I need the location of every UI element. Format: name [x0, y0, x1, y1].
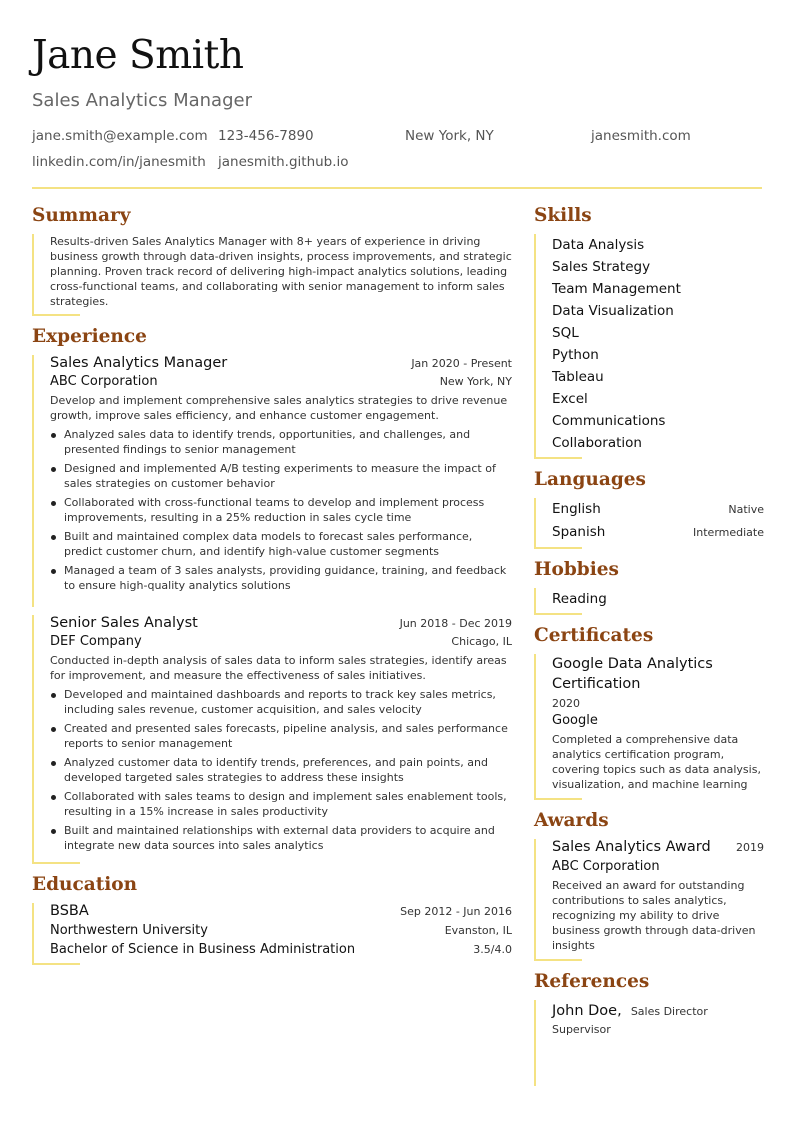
job-description: Develop and implement comprehensive sales analytics strategies to drive revenue growth, improve sales efficiency, and enhance customer engagement.: [50, 394, 508, 422]
hobby-item: Reading: [552, 591, 607, 607]
awards-heading: Awards: [534, 810, 609, 831]
references-heading: References: [534, 971, 650, 992]
skill-item: Communications: [552, 413, 666, 429]
award-description: Received an award for outstanding contributions to sales analytics, recognizing my ability to drive business growth through data-driven insights: [552, 879, 756, 952]
job-bullet: Analyzed sales data to identify trends, opportunities, and challenges, and presented findings to senior management: [50, 427, 512, 457]
left-column: [32, 205, 512, 965]
reference-name: John Doe,: [552, 1003, 622, 1019]
gpa: 3.5/4.0: [473, 943, 512, 956]
award-name: Sales Analytics Award: [552, 839, 711, 855]
skill-item: Collaboration: [552, 435, 642, 451]
field-of-study: Bachelor of Science in Business Administration: [50, 942, 356, 957]
job-bullet: Managed a team of 3 sales analysts, providing guidance, training, and feedback to ensure high-quality analytics solutions: [50, 563, 512, 593]
skill-item: Tableau: [552, 369, 604, 385]
job-bullet: Created and presented sales forecasts, pipeline analysis, and sales performance reports to senior management: [50, 721, 512, 751]
candidate-name: Jane Smith: [32, 33, 244, 78]
language-name: English: [552, 501, 601, 517]
languages-list: [534, 498, 764, 547]
skill-item: Excel: [552, 391, 588, 407]
skill-item: Data Visualization: [552, 303, 674, 319]
languages-heading: Languages: [534, 469, 646, 490]
education-dates: Sep 2012 - Jun 2016: [400, 905, 512, 918]
skill-item: Team Management: [552, 281, 681, 297]
job-bullets: [50, 427, 512, 593]
job-dates: Jun 2018 - Dec 2019: [399, 617, 512, 630]
reference-relation: Supervisor: [552, 1023, 611, 1036]
job-bullet: Collaborated with cross-functional teams to develop and implement process improvements, resulting in a 25% reduction in sales cycle time: [50, 495, 512, 525]
certificate-description: Completed a comprehensive data analytics certification program, covering topics such as data analysis, visualization, and machine learning: [552, 733, 761, 791]
education-heading: Education: [32, 874, 138, 895]
hobbies-heading: Hobbies: [534, 559, 619, 580]
phone-text: 123-456-7890: [218, 128, 314, 144]
candidate-role: Sales Analytics Manager: [32, 90, 252, 111]
job-bullet: Designed and implemented A/B testing experiments to measure the impact of sales strategies on customer behavior: [50, 461, 512, 491]
right-column: [534, 205, 764, 1086]
summary-section: [32, 205, 512, 316]
skill-item: Data Analysis: [552, 237, 645, 253]
degree: BSBA: [50, 903, 89, 919]
reference-position: Sales Director: [630, 1005, 708, 1018]
job-location: Chicago, IL: [451, 635, 512, 648]
awards-section: [534, 810, 764, 961]
job-bullet: Built and maintained relationships with external data providers to acquire and integrate new data sources into sales analytics: [50, 823, 512, 853]
summary-heading: Summary: [32, 205, 131, 226]
job-bullet: Collaborated with sales teams to design and implement sales enablement tools, resulting in a 15% increase in sales productivity: [50, 789, 512, 819]
hobbies-section: [534, 559, 764, 615]
summary-text: Results-driven Sales Analytics Manager with 8+ years of experience in driving business growth through data-driven insights, process improvements, and strategic planning. Proven track record of delivering high-impact analytics solutions, leading cross-functional teams, and collaborating with senior management to inform sales strategies.: [50, 235, 512, 308]
job-bullet: Analyzed customer data to identify trends, preferences, and pain points, and developed targeted sales strategies to address these insights: [50, 755, 512, 785]
languages-section: [534, 469, 764, 549]
skill-item: Sales Strategy: [552, 259, 651, 275]
section-divider: [534, 959, 582, 961]
email-link[interactable]: jane.smith@example.com: [32, 128, 208, 144]
skills-list: [534, 234, 764, 457]
skill-item: SQL: [552, 325, 579, 341]
job-dates: Jan 2020 - Present: [411, 357, 512, 370]
award-entry: [534, 839, 764, 959]
summary-body: [32, 234, 512, 314]
skill-item: Python: [552, 347, 599, 363]
github-link[interactable]: janesmith.github.io: [218, 154, 349, 170]
job-entry: [32, 615, 512, 862]
experience-heading: Experience: [32, 326, 147, 347]
certificate-name: Google Data Analytics Certification: [552, 656, 713, 692]
skills-section: [534, 205, 764, 459]
school-name: Northwestern University: [50, 923, 208, 938]
job-bullet: Developed and maintained dashboards and reports to track key sales metrics, including sales revenue, customer acquisition, and sales velocity: [50, 687, 512, 717]
certificates-heading: Certificates: [534, 625, 654, 646]
section-divider: [534, 547, 582, 549]
skills-heading: Skills: [534, 205, 592, 226]
certificate-issuer: Google: [552, 713, 598, 728]
job-bullet: Built and maintained complex data models to forecast sales performance, predict customer churn, and identify high-value customer segments: [50, 529, 512, 559]
language-item: [552, 521, 764, 544]
section-divider: [32, 314, 80, 316]
language-level: Intermediate: [693, 526, 764, 539]
certificates-section: [534, 625, 764, 800]
section-divider: [32, 862, 80, 864]
school-location: Evanston, IL: [444, 924, 512, 937]
references-section: [534, 971, 764, 1086]
education-entry: [32, 903, 512, 963]
job-description: Conducted in-depth analysis of sales data to inform sales strategies, identify areas for improvement, and measure the effectiveness of sales initiatives.: [50, 654, 507, 682]
hobbies-list: [534, 588, 764, 613]
linkedin-link[interactable]: linkedin.com/in/janesmith: [32, 154, 206, 170]
education-section: [32, 874, 512, 965]
section-divider: [534, 457, 582, 459]
section-divider: [32, 963, 80, 965]
section-divider: [534, 798, 582, 800]
job-company: DEF Company: [50, 634, 142, 649]
section-divider: [534, 613, 582, 615]
job-bullets: [50, 687, 512, 853]
job-title: Sales Analytics Manager: [50, 355, 228, 371]
certificate-year: 2020: [552, 697, 580, 710]
language-level: Native: [728, 503, 764, 516]
language-item: [552, 498, 764, 521]
award-year: 2019: [736, 841, 764, 854]
award-issuer: ABC Corporation: [552, 859, 660, 874]
job-entry: [32, 355, 512, 607]
job-location: New York, NY: [439, 375, 512, 388]
location-text: New York, NY: [405, 128, 494, 144]
job-title: Senior Sales Analyst: [50, 615, 198, 631]
language-name: Spanish: [552, 524, 606, 540]
website-link[interactable]: janesmith.com: [591, 128, 691, 144]
reference-entry: [534, 1000, 764, 1086]
certificate-entry: [534, 654, 764, 798]
job-company: ABC Corporation: [50, 374, 158, 389]
experience-section: [32, 326, 512, 864]
header-divider: [32, 187, 762, 189]
